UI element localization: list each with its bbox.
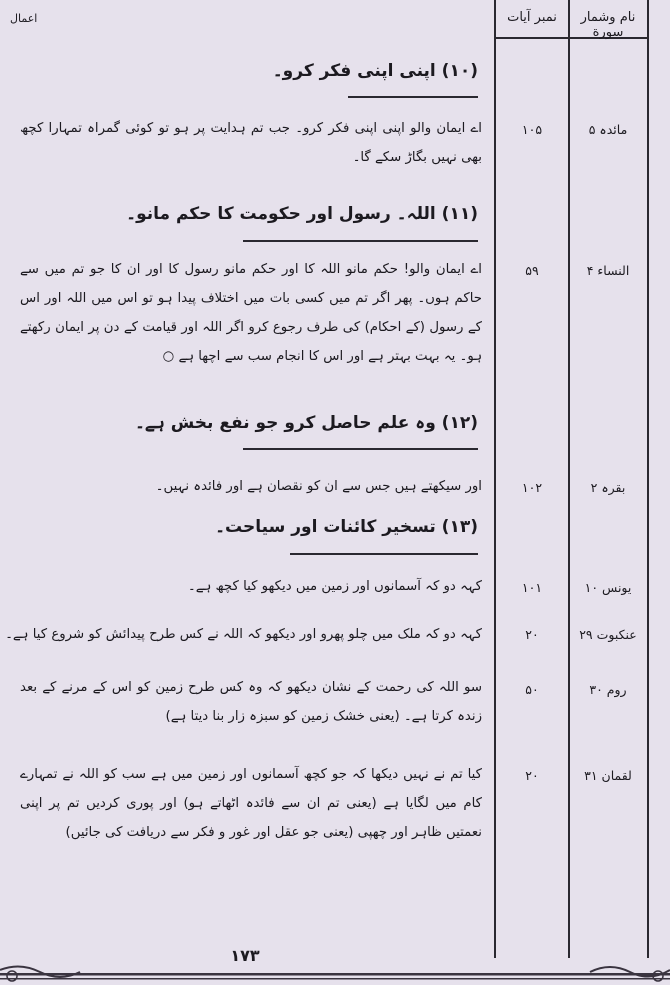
surah-ref: لقمان ۳۱ — [584, 768, 632, 783]
surah-ref: روم ۳۰ — [589, 682, 627, 697]
surah-column-header: نام وشمار سورة — [580, 10, 636, 40]
ayah-number: ۲۰ — [525, 627, 539, 642]
entry-text: اور سیکھتے ہیں جس سے ان کو نقصان ہے اور فائدہ نہیں۔ — [155, 479, 482, 494]
surah-ref: یونس ۱۰ — [584, 580, 632, 595]
ayah-number: ۱۰۵ — [521, 122, 543, 137]
section-heading: (۱۳) تسخیر کائنات اور سیاحت۔ — [215, 517, 478, 537]
entry-text: اے ایمان والو اپنی اپنی فکر کرو۔ جب تم ہدایت پر ہو تو کوئی گمراہ تمہارا کچھ بھی نہیں بگاڑ سکے گا۔ — [20, 121, 482, 165]
column-rule-surah — [568, 0, 570, 958]
entry-text: اے ایمان والو! حکم مانو اللہ کا اور حکم مانو رسول کا اور ان کا جو تم میں سے حاکم ہوں۔ پھر اگر تم میں کسی بات میں اختلاف پیدا ہو تو اس میں اللہ اور اس کے رسول (کے احکام) کی طرف رجوع کرو اگر اللہ اور قیامت کے دن پر ایمان رکھتے ہو۔ یہ بہت بہتر ہے اور اس کا انجام سب سے اچھا ہے ○ — [20, 262, 482, 364]
section-heading: (۱۲) وہ علم حاصل کرو جو نفع بخش ہے۔ — [134, 413, 478, 433]
surah-ref: النساء ۴ — [586, 263, 630, 278]
heading-underline — [290, 553, 478, 555]
heading-underline — [348, 96, 478, 98]
surah-ref: بقرہ ۲ — [590, 480, 626, 495]
ayah-column-header: نمبر آیات — [507, 10, 557, 25]
ayah-number: ۲۰ — [525, 768, 539, 783]
surah-ref: عنکبوت ۲۹ — [579, 627, 637, 642]
column-rule-outer — [647, 0, 649, 958]
ayah-number: ۱۰۱ — [521, 580, 543, 595]
entry-text: کہہ دو کہ ملک میں چلو پھرو اور دیکھو کہ اللہ نے کس طرح پیدائش کو شروع کیا ہے۔ — [5, 627, 482, 642]
page-number: ۱۷۳ — [230, 946, 260, 965]
heading-underline — [243, 448, 478, 450]
surah-ref: مائدہ ۵ — [588, 122, 628, 137]
ayah-number: ۵۹ — [525, 263, 539, 278]
section-heading: (۱۰) اپنی اپنی فکر کرو۔ — [272, 61, 478, 81]
running-title: اعمال — [10, 12, 38, 25]
entry-text: کیا تم نے نہیں دیکھا کہ جو کچھ آسمانوں اور زمین میں ہے سب کو اللہ نے تمہارے کام میں لگایا ہے (یعنی تم ان سے فائدہ اٹھاتے ہو) اور پوری کردیں تم پر اپنی نعمتیں ظاہر اور چھپی (یعنی جو عقل اور غور و فکر سے دریافت کی جائیں) — [20, 767, 482, 840]
entry-text: سو اللہ کی رحمت کے نشان دیکھو کہ وہ کس طرح زمین کو اس کے مرنے کے بعد زندہ کرتا ہے۔ (یعنی خشک زمین کو سبزہ زار بنا دیتا ہے) — [20, 680, 482, 724]
ayah-number: ۵۰ — [525, 682, 539, 697]
heading-underline — [243, 240, 478, 242]
column-rule-ayah — [494, 0, 496, 958]
ornamental-border — [0, 964, 670, 985]
section-heading: (۱۱) اللہ۔ رسول اور حکومت کا حکم مانو۔ — [126, 204, 478, 224]
ayah-number: ۱۰۲ — [521, 480, 543, 495]
entry-text: کہہ دو کہ آسمانوں اور زمین میں دیکھو کیا کچھ ہے۔ — [187, 579, 482, 594]
